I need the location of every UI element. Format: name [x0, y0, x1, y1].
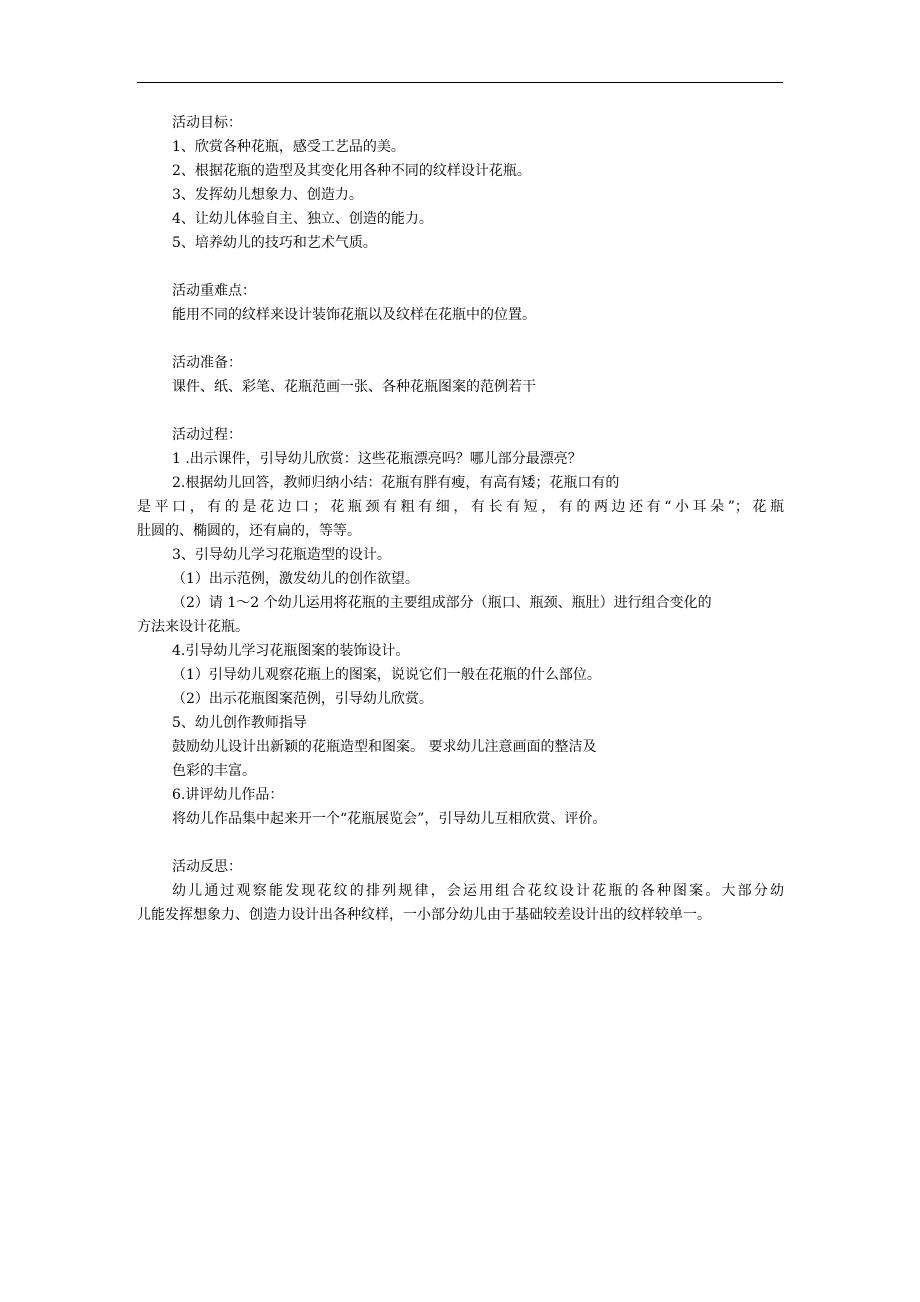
goal-item: 5、培养幼儿的技巧和艺术气质。	[172, 235, 377, 251]
section-gap	[172, 327, 784, 351]
preparation-heading: 活动准备：	[172, 355, 242, 371]
reflection-heading: 活动反思：	[172, 859, 242, 875]
process-step-3-sub-2-continued: 方法来设计花瓶。	[137, 619, 249, 635]
process-step-4-sub-2: （2）出示花瓶图案范例，引导幼儿欣赏。	[172, 691, 433, 707]
process-heading: 活动过程：	[172, 427, 242, 443]
process-step-1: 1 .出示课件，引导幼儿欣赏：这些花瓶漂亮吗？哪儿部分最漂亮？	[172, 451, 582, 467]
preparation-text: 课件、纸、彩笔、花瓶范画一张、各种花瓶图案的范例若干	[172, 379, 536, 395]
process-step-5-text-continued: 色彩的丰富。	[172, 763, 256, 779]
key-points-heading: 活动重难点：	[172, 283, 256, 299]
section-gap	[172, 399, 784, 423]
process-step-3-sub-2: （2）请 1～2 个幼儿运用将花瓶的主要组成部分（瓶口、瓶颈、瓶肚）进行组合变化的	[172, 595, 712, 611]
process-step-5: 5、幼儿创作教师指导	[172, 715, 307, 731]
goal-item: 3、发挥幼儿想象力、创造力。	[172, 187, 363, 203]
section-gap	[172, 831, 784, 855]
process-step-5-text: 鼓励幼儿设计出新颖的花瓶造型和图案。 要求幼儿注意画面的整洁及	[172, 739, 597, 755]
key-points-text: 能用不同的纹样来设计装饰花瓶以及纹样在花瓶中的位置。	[172, 307, 536, 323]
goal-item: 1、欣赏各种花瓶，感受工艺品的美。	[172, 139, 405, 155]
goal-item: 4、让幼儿体验自主、独立、创造的能力。	[172, 211, 433, 227]
reflection-text-continued: 儿能发挥想象力、创造力设计出各种纹样，一小部分幼儿由于基础较差设计出的纹样较单一。	[137, 907, 711, 923]
process-step-2: 2.根据幼儿回答，教师归纳小结：花瓶有胖有瘦，有高有矮；花瓶口有的	[172, 475, 620, 491]
section-gap	[172, 255, 784, 279]
process-step-6: 6.讲评幼儿作品：	[172, 787, 284, 803]
process-step-2-continued: 是平口，有的是花边口；花瓶颈有粗有细，有长有短，有的两边还有“小耳朵”；花瓶	[137, 499, 784, 515]
goal-item: 2、根据花瓶的造型及其变化用各种不同的纹样设计花瓶。	[172, 163, 531, 179]
process-step-4: 4.引导幼儿学习花瓶图案的装饰设计。	[172, 643, 410, 659]
process-step-2-continued: 肚圆的、椭圆的，还有扁的，等等。	[137, 523, 361, 539]
process-step-3: 3、引导幼儿学习花瓶造型的设计。	[172, 547, 391, 563]
process-step-3-sub-1: （1）出示范例，激发幼儿的创作欲望。	[172, 571, 419, 587]
document-body	[137, 111, 784, 927]
process-step-4-sub-1: （1）引导幼儿观察花瓶上的图案，说说它们一般在花瓶的什么部位。	[172, 667, 601, 683]
goals-heading: 活动目标：	[172, 115, 242, 131]
header-rule	[137, 82, 783, 83]
process-step-6-text: 将幼儿作品集中起来开一个“花瓶展览会”，引导幼儿互相欣赏、评价。	[172, 811, 607, 827]
reflection-text: 幼儿通过观察能发现花纹的排列规律，会运用组合花纹设计花瓶的各种图案。大部分幼	[172, 883, 784, 899]
